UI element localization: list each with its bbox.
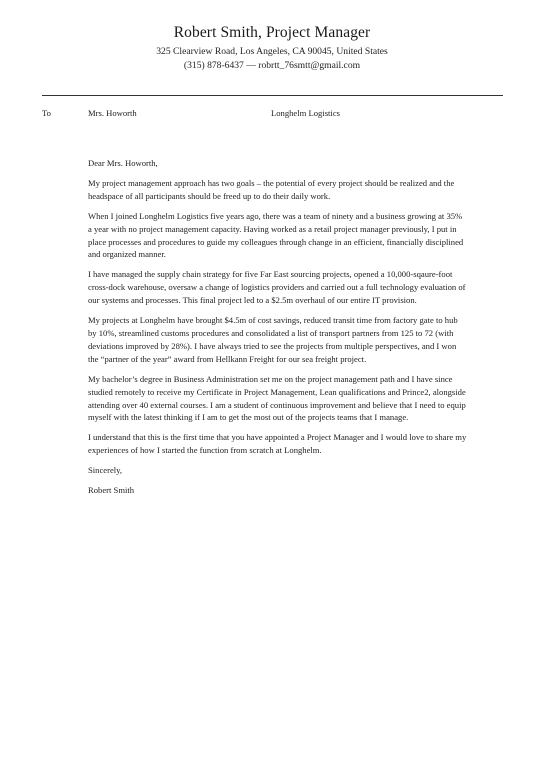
paragraph: I understand that this is the first time that you have appointed a Project Manager and I would love to share my experiences of how I started the function from scratch at Longhelm. xyxy=(88,432,467,456)
sender-contact: (315) 878-6437 — robrtt_76smtt@gmail.com xyxy=(183,60,361,71)
recipient-company: Longhelm Logistics xyxy=(271,108,340,118)
sender-name: Robert Smith, Project Manager xyxy=(173,24,371,41)
paragraph: My projects at Longhelm have brought $4.5m of cost savings, reduced transit time from factory gate to hub by 10%, streamlined customs procedures and consolidated a list of transport partners from 125 to 72 (with deviations improved by 28%). I have always tried to see the projects from multiple perspectives, and I won the “partner of the year” award from Hellkann Freight for our sea freight project. xyxy=(88,315,458,364)
letter-body xyxy=(88,157,468,504)
header-divider xyxy=(42,95,503,96)
paragraph: I have managed the supply chain strategy for five Far East sourcing projects, opened a 10,000-sqaure-foot cross-dock warehouse, oversaw a change of logistics providers and carried out a full technology evaluation of our systems and processes. This final project led to a $2.5m overhaul of our entire IT provision. xyxy=(88,269,466,306)
closing: Sincerely, xyxy=(88,465,123,476)
to-label: To xyxy=(42,108,51,118)
greeting: Dear Mrs. Howorth, xyxy=(88,158,158,168)
paragraph: My bachelor’s degree in Business Administration set me on the project management path and I have since studied remotely to receive my Certificate in Project Management, Lean qualifications and Prince2, alongside attending over 40 external courses. I am a student of continuous improvement and believe that I need to equip myself with the latest thinking if I am to get the most out of the projects teams that I manage. xyxy=(88,373,466,423)
sender-address: 325 Clearview Road, Los Angeles, CA 90045, United States xyxy=(156,46,388,57)
paragraph: When I joined Longhelm Logistics five years ago, there was a team of ninety and a business growing at 35% a year with no project management capacity. Having worked as a retail project manager previously, I put in place processes and procedures to guide my colleagues through change in an efficient, financially disciplined and organized manner. xyxy=(88,210,464,260)
paragraph: My project management approach has two goals – the potential of every project should be realized and the headspace of all participants should be freed up to do their daily work. xyxy=(88,177,455,201)
signature: Robert Smith xyxy=(88,485,135,496)
recipient-name: Mrs. Howorth xyxy=(88,108,137,118)
